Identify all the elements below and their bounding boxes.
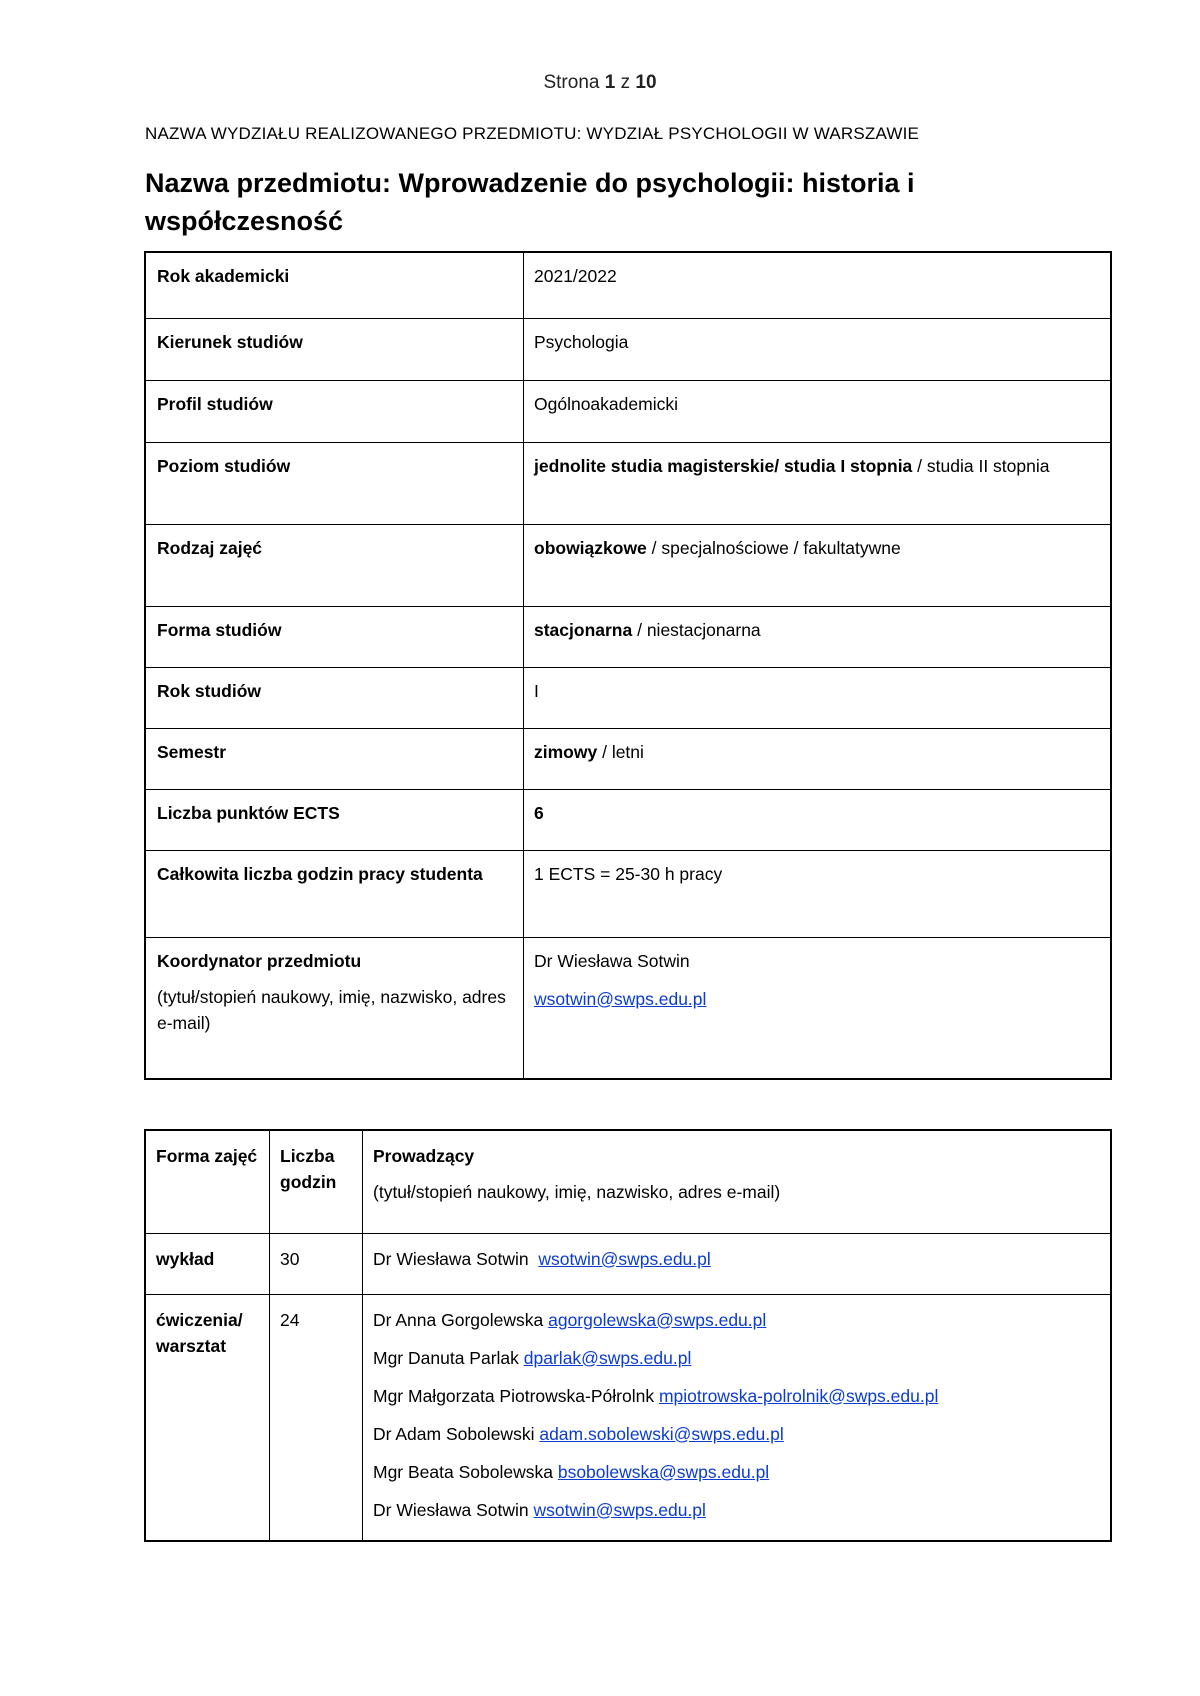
header-form: Forma zajęć [145,1130,270,1233]
label-level: Poziom studiów [145,442,524,524]
lecturer-header-label: Prowadzący [373,1146,475,1166]
table-row [145,380,1111,442]
list-item [373,1459,1100,1497]
list-item [373,1307,1100,1345]
table-row [145,1130,1111,1233]
coordinator-name: Dr Wiesława Sotwin [534,950,690,971]
exercises-lecturers [363,1294,1112,1541]
label-profile: Profil studiów [145,380,524,442]
page-current: 1 [604,72,616,93]
lecture-lecturers [363,1233,1112,1294]
label-semester: Semestr [145,728,524,789]
lecturer-email-link[interactable]: wsotwin@swps.edu.pl [538,1248,711,1269]
page-total: 10 [635,72,657,93]
page-number [0,72,1200,94]
level-sep: / [912,455,927,476]
lecturer-name: Mgr Małgorzata Piotrowska-Półrolnk [373,1385,655,1406]
table-row [145,606,1111,667]
value-academic-year: 2021/2022 [524,252,1112,318]
label-year: Rok studiów [145,667,524,728]
table-row [145,1233,1111,1294]
value-ects: 6 [524,789,1112,850]
form-selected: stacjonarna [534,619,633,640]
value-field: Psychologia [524,318,1112,380]
lecturer-email-link[interactable]: wsotwin@swps.edu.pl [533,1499,706,1520]
value-level [524,442,1112,524]
semester-selected: zimowy [534,741,598,762]
table-row [145,789,1111,850]
coordinator-email-link[interactable]: wsotwin@swps.edu.pl [534,988,707,1009]
table-row [145,850,1111,937]
table-row [145,937,1111,1079]
value-year: I [524,667,1112,728]
header-hours: Liczba godzin [270,1130,363,1233]
lecturer-name: Mgr Beata Sobolewska [373,1461,553,1482]
lecturer-email-link[interactable]: bsobolewska@swps.edu.pl [557,1461,770,1482]
lecturer-email-link[interactable]: agorgolewska@swps.edu.pl [548,1309,767,1330]
level-selected: jednolite studia magisterskie/ studia I stopnia [534,455,913,476]
coordinator-sublabel: (tytuł/stopień naukowy, imię, nazwisko, adres e-mail) [157,986,506,1033]
lecturer-name: Dr Anna Gorgolewska [373,1309,544,1330]
value-form [524,606,1112,667]
list-item [373,1383,1100,1421]
table-row [145,442,1111,524]
teaching-staff-table [144,1129,1112,1542]
label-academic-year: Rok akademicki [145,252,524,318]
label-coordinator [145,937,524,1079]
value-profile: Ogólnoakademicki [524,380,1112,442]
list-item [373,1497,1100,1535]
table-row [145,318,1111,380]
exercises-form: ćwiczenia/ warsztat [145,1294,270,1541]
type-selected: obowiązkowe [534,537,647,558]
list-item [373,1421,1100,1459]
type-sep: / [646,537,662,558]
lecturer-name: Dr Wiesława Sotwin [373,1499,529,1520]
table-row [145,1294,1111,1541]
level-other: studia II stopnia [926,455,1050,476]
semester-sep: / [597,741,612,762]
value-hours: 1 ECTS = 25-30 h pracy [524,850,1112,937]
form-sep: / [632,619,647,640]
label-field: Kierunek studiów [145,318,524,380]
lecture-form: wykład [145,1233,270,1294]
lecturer-name: Mgr Danuta Parlak [373,1347,519,1368]
lecturer-email-link[interactable]: mpiotrowska-polrolnik@swps.edu.pl [658,1385,939,1406]
course-info-table [144,251,1112,1080]
table-row [145,728,1111,789]
lecturer-name: Dr Wiesława Sotwin [373,1248,529,1269]
value-type [524,524,1112,606]
page-sep: z [620,72,631,93]
lecturer-name: Dr Adam Sobolewski [373,1423,535,1444]
label-ects: Liczba punktów ECTS [145,789,524,850]
lecturer-email-link[interactable]: dparlak@swps.edu.pl [523,1347,692,1368]
coordinator-label: Koordynator przedmiotu [157,950,362,971]
list-item [373,1345,1100,1383]
lecturer-header-sublabel: (tytuł/stopień naukowy, imię, nazwisko, adres e-mail) [373,1182,781,1202]
page-prefix: Strona [543,72,600,93]
lecturer-email-link[interactable]: adam.sobolewski@swps.edu.pl [539,1423,784,1444]
table-row [145,524,1111,606]
table-row [145,252,1111,318]
header-lecturer [363,1130,1112,1233]
lecture-hours: 30 [270,1233,363,1294]
value-coordinator [524,937,1112,1079]
label-form: Forma studiów [145,606,524,667]
subject-title: Nazwa przedmiotu: Wprowadzenie do psychologii: historia i współczesność [145,168,915,236]
exercises-hours: 24 [270,1294,363,1541]
value-semester [524,728,1112,789]
label-type: Rodzaj zajęć [145,524,524,606]
faculty-line: NAZWA WYDZIAŁU REALIZOWANEGO PRZEDMIOTU: WYDZIAŁ PSYCHOLOGII W WARSZAWIE [145,124,920,143]
table-row [145,667,1111,728]
form-other: niestacjonarna [646,619,761,640]
semester-other: letni [611,741,644,762]
label-hours: Całkowita liczba godzin pracy studenta [145,850,524,937]
type-other: specjalnościowe / fakultatywne [661,537,901,558]
